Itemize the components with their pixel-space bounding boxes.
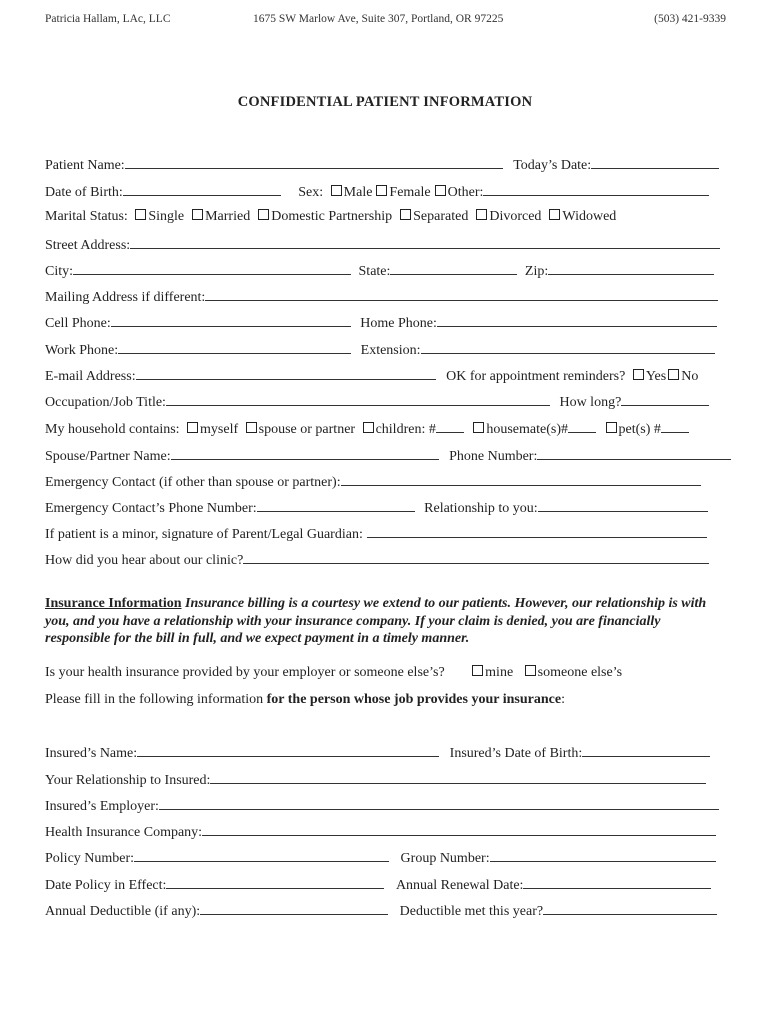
household-label: My household contains: [45, 422, 180, 437]
marital-divorced-checkbox[interactable] [476, 209, 487, 220]
fill-in-bold: for the person whose job provides your insurance [266, 692, 562, 707]
date-effect-row [45, 875, 711, 893]
household-pets-count-field[interactable] [661, 419, 689, 433]
household-pets-checkbox[interactable] [606, 422, 617, 433]
emergency-contact-label: Emergency Contact (if other than spouse or partner): [45, 475, 341, 490]
insured-dob-label: Insured’s Date of Birth: [449, 746, 583, 761]
emergency-phone-field[interactable] [257, 498, 415, 512]
city-state-zip-row [45, 261, 714, 279]
mailing-address-row [45, 287, 718, 305]
relationship-label: Relationship to you: [424, 501, 538, 516]
cell-home-phone-row [45, 313, 717, 331]
reminders-yes-checkbox[interactable] [633, 369, 644, 380]
relationship-insured-row [45, 770, 706, 788]
marital-widowed-checkbox[interactable] [549, 209, 560, 220]
patient-name-field[interactable] [125, 155, 503, 169]
dob-label: Date of Birth: [45, 185, 123, 200]
reminders-no-label: No [681, 369, 699, 384]
todays-date-label: Today’s Date: [513, 158, 592, 173]
practice-address: 1675 SW Marlow Ave, Suite 307, Portland, OR 97225 [253, 13, 504, 25]
guardian-label: If patient is a minor, signature of Parent/Legal Guardian: [45, 527, 363, 542]
how-long-label: How long? [559, 395, 622, 410]
household-myself-checkbox[interactable] [187, 422, 198, 433]
email-row [45, 366, 698, 384]
patient-name-label: Patient Name: [45, 158, 125, 173]
household-myself-label: myself [200, 422, 239, 437]
work-phone-field[interactable] [118, 340, 351, 354]
insurance-provider-row [45, 664, 622, 682]
cell-phone-label: Cell Phone: [45, 316, 111, 331]
reminders-yes-label: Yes [645, 369, 667, 384]
referral-row [45, 550, 709, 568]
fill-in-instruction [45, 691, 565, 709]
emergency-phone-label: Emergency Contact’s Phone Number: [45, 501, 257, 516]
sex-female-checkbox[interactable] [376, 185, 387, 196]
group-number-field[interactable] [490, 848, 716, 862]
household-children-count-field[interactable] [436, 419, 464, 433]
insurance-company-label: Health Insurance Company: [45, 825, 203, 840]
how-long-field[interactable] [621, 392, 709, 406]
relationship-field[interactable] [538, 498, 708, 512]
insurance-disclaimer: Insurance billing is a courtesy we extend to our patients. However, our relationship is with you, and you have a relationship with your insurance company. If your claim is denied, you are financially responsible for the bill in full, and we expect payment in a timely manner. [45, 596, 707, 646]
street-address-row [45, 235, 720, 253]
deductible-met-field[interactable] [543, 901, 717, 915]
renewal-date-label: Annual Renewal Date: [395, 878, 524, 893]
marital-married-label: Married [205, 209, 251, 224]
marital-single-label: Single [148, 209, 185, 224]
work-phone-row [45, 340, 715, 358]
household-housemates-checkbox[interactable] [473, 422, 484, 433]
cell-phone-field[interactable] [111, 313, 351, 327]
mailing-address-field[interactable] [205, 287, 718, 301]
sex-other-checkbox[interactable] [435, 185, 446, 196]
spouse-name-label: Spouse/Partner Name: [45, 449, 171, 464]
extension-label: Extension: [360, 343, 421, 358]
practice-name: Patricia Hallam, LAc, LLC [45, 13, 171, 25]
street-address-field[interactable] [130, 235, 720, 249]
zip-field[interactable] [548, 261, 714, 275]
household-row [45, 419, 689, 437]
marital-divorced-label: Divorced [489, 209, 542, 224]
spouse-phone-field[interactable] [537, 446, 731, 460]
spouse-phone-label: Phone Number: [449, 449, 538, 464]
insured-name-row [45, 743, 710, 761]
form-title: CONFIDENTIAL PATIENT INFORMATION [237, 94, 533, 110]
insurance-provider-label: Is your health insurance provided by your employer or someone else’s? [45, 665, 445, 680]
policy-number-label: Policy Number: [45, 851, 135, 866]
marital-single-checkbox[interactable] [135, 209, 146, 220]
occupation-field[interactable] [166, 392, 550, 406]
fill-in-prefix: Please fill in the following information [45, 692, 264, 707]
deductible-label: Annual Deductible (if any): [45, 904, 201, 919]
date-effect-field[interactable] [166, 875, 384, 889]
sex-male-label: Male [343, 185, 373, 200]
dob-sex-row [45, 182, 709, 200]
spouse-name-field[interactable] [171, 446, 439, 460]
insured-employer-row [45, 796, 719, 814]
marital-status-label: Marital Status: [45, 209, 128, 224]
renewal-date-field[interactable] [523, 875, 711, 889]
insurance-heading: Insurance Information [45, 596, 182, 611]
guardian-signature-field[interactable] [367, 524, 707, 538]
marital-domestic-partnership-checkbox[interactable] [258, 209, 269, 220]
marital-separated-checkbox[interactable] [400, 209, 411, 220]
emergency-contact-row [45, 472, 701, 490]
spouse-row [45, 446, 731, 464]
marital-domestic-partnership-label: Domestic Partnership [271, 209, 393, 224]
household-spouse-label: spouse or partner [258, 422, 356, 437]
email-field[interactable] [136, 366, 436, 380]
email-label: E-mail Address: [45, 369, 136, 384]
household-children-checkbox[interactable] [363, 422, 374, 433]
group-number-label: Group Number: [400, 851, 490, 866]
insurance-company-row [45, 822, 716, 840]
insured-employer-field[interactable] [159, 796, 719, 810]
date-effect-label: Date Policy in Effect: [45, 878, 167, 893]
sex-label: Sex: [298, 185, 324, 200]
home-phone-field[interactable] [437, 313, 717, 327]
deductible-row [45, 901, 717, 919]
sex-other-label: Other: [447, 185, 484, 200]
state-field[interactable] [390, 261, 517, 275]
dob-field[interactable] [123, 182, 281, 196]
insured-name-field[interactable] [137, 743, 439, 757]
deductible-met-label: Deductible met this year? [399, 904, 544, 919]
referral-field[interactable] [243, 550, 709, 564]
insurance-mine-label: mine [485, 665, 514, 680]
marital-married-checkbox[interactable] [192, 209, 203, 220]
state-label: State: [358, 264, 391, 279]
occupation-label: Occupation/Job Title: [45, 395, 166, 410]
household-housemates-count-field[interactable] [568, 419, 596, 433]
insurance-someone-else-checkbox[interactable] [525, 665, 536, 676]
sex-other-field[interactable] [483, 182, 709, 196]
sex-male-checkbox[interactable] [331, 185, 342, 196]
marital-widowed-label: Widowed [562, 209, 617, 224]
policy-number-field[interactable] [134, 848, 389, 862]
household-spouse-checkbox[interactable] [246, 422, 257, 433]
practice-phone: (503) 421-9339 [654, 13, 726, 25]
city-field[interactable] [73, 261, 351, 275]
letterhead [45, 13, 726, 29]
zip-label: Zip: [524, 264, 549, 279]
occupation-row [45, 392, 709, 410]
emergency-phone-row [45, 498, 708, 516]
extension-field[interactable] [421, 340, 715, 354]
household-housemates-label: housemate(s)# [486, 422, 568, 437]
insured-name-label: Insured’s Name: [45, 746, 138, 761]
street-address-label: Street Address: [45, 238, 131, 253]
guardian-row [45, 524, 707, 542]
household-children-label: children: # [375, 422, 436, 437]
insurance-someone-else-label: someone else’s [537, 665, 623, 680]
emergency-contact-field[interactable] [341, 472, 701, 486]
insured-dob-field[interactable] [582, 743, 710, 757]
todays-date-field[interactable] [591, 155, 719, 169]
insured-employer-label: Insured’s Employer: [45, 799, 159, 814]
patient-name-row [45, 155, 719, 173]
work-phone-label: Work Phone: [45, 343, 119, 358]
deductible-field[interactable] [200, 901, 388, 915]
relationship-insured-label: Your Relationship to Insured: [45, 773, 211, 788]
insurance-company-field[interactable] [202, 822, 716, 836]
marital-separated-label: Separated [413, 209, 469, 224]
ok-reminders-label: OK for appointment reminders? [446, 369, 626, 384]
fill-in-suffix: : [561, 692, 565, 707]
insurance-mine-checkbox[interactable] [472, 665, 483, 676]
relationship-insured-field[interactable] [210, 770, 706, 784]
insurance-info-block [45, 595, 727, 648]
sex-female-label: Female [389, 185, 431, 200]
household-pets-label: pet(s) # [618, 422, 661, 437]
reminders-no-checkbox[interactable] [668, 369, 679, 380]
policy-number-row [45, 848, 716, 866]
referral-label: How did you hear about our clinic? [45, 553, 244, 568]
city-label: City: [45, 264, 74, 279]
marital-status-row [45, 208, 624, 226]
mailing-address-label: Mailing Address if different: [45, 290, 206, 305]
home-phone-label: Home Phone: [360, 316, 437, 331]
